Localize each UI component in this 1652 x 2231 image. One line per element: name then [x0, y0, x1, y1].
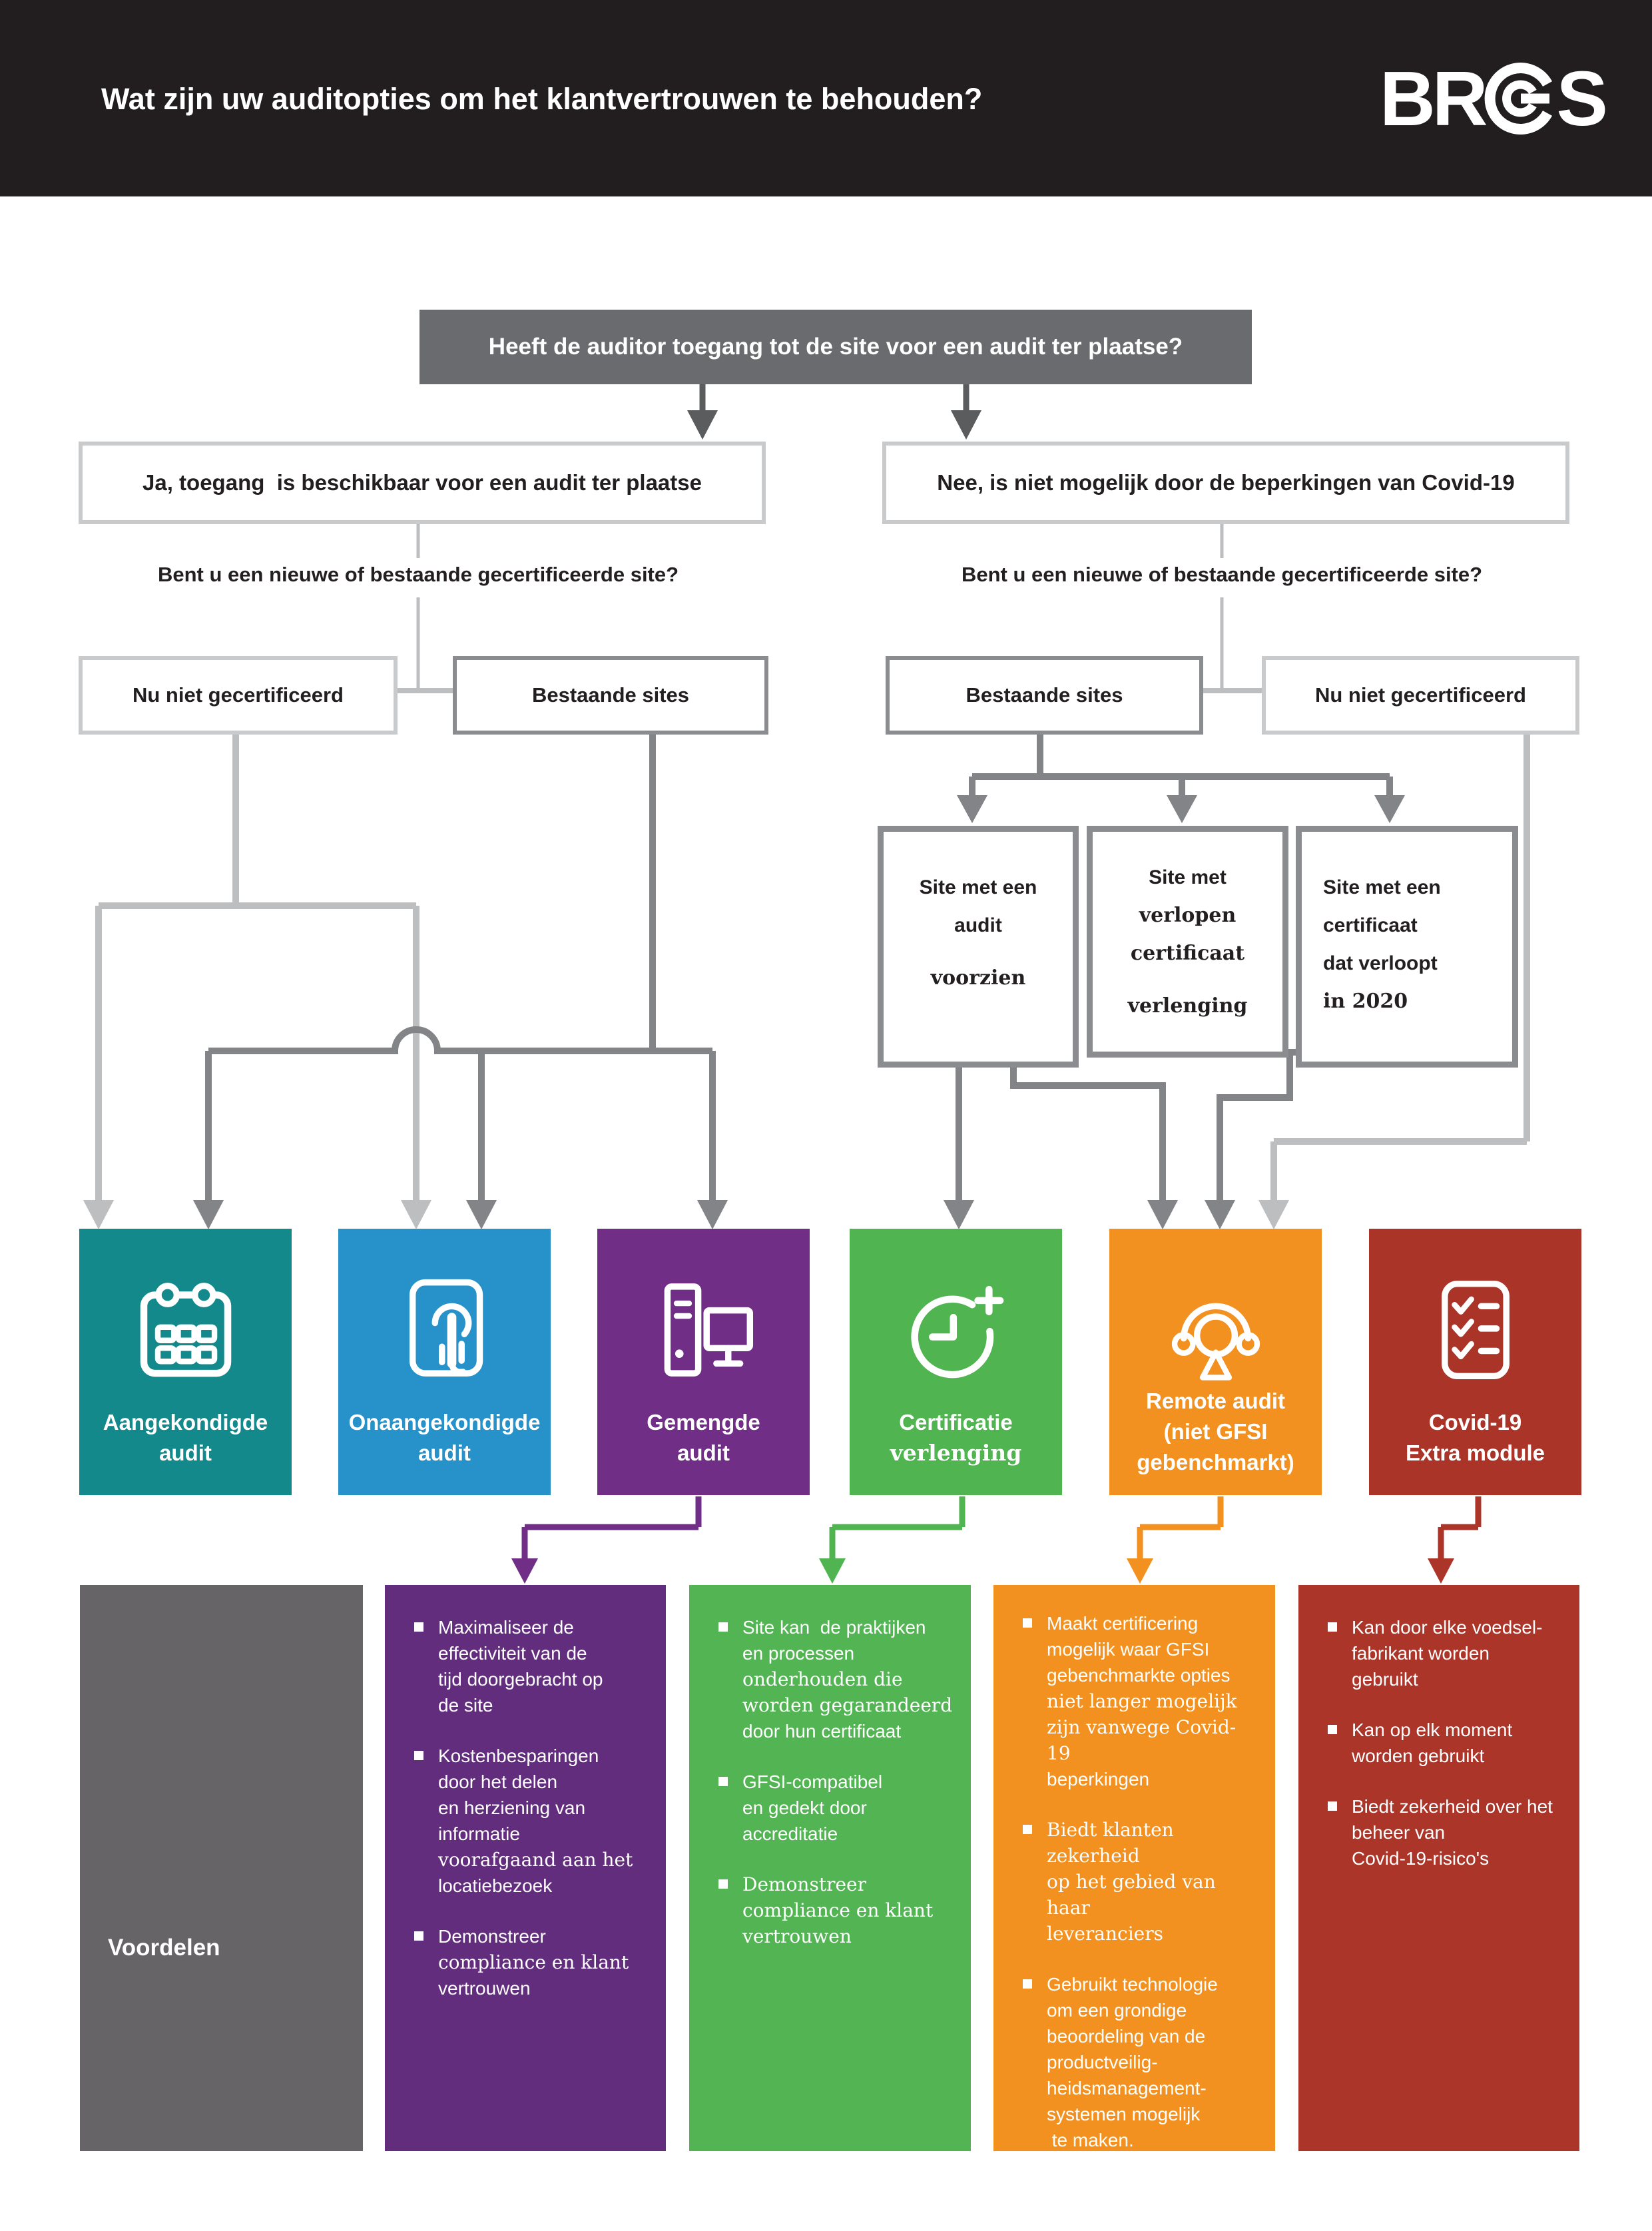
box-label: Bestaande sites [531, 683, 690, 707]
box-label: Nu niet gecertificeerd [1315, 683, 1526, 707]
brcgs-logo-right: S [1556, 55, 1605, 142]
bullet-square-icon [718, 1879, 728, 1889]
bullet-square-icon [1328, 1622, 1337, 1632]
bullet-square-icon [718, 1622, 728, 1632]
option-certificate-extension [850, 1229, 1062, 1495]
benefit-item: Biedt klanten zekerheid op het gebied van haar leveranciers [1023, 1817, 1258, 1947]
benefits-list [1328, 1614, 1562, 1896]
bullet-square-icon [414, 1751, 423, 1760]
brcgs-logo [1380, 53, 1605, 144]
option-label: Gemengde audit [647, 1410, 760, 1465]
bullet-square-icon [414, 1622, 423, 1632]
benefits-column-extension [689, 1585, 971, 2151]
option-label: Aangekondigde audit [103, 1410, 268, 1465]
benefit-item: Maakt certificering mogelijk waar GFSI gebenchmarkte opties niet langer mogelijk zijn vanwege Covid-19 beperkingen [1023, 1610, 1258, 1792]
bullet-square-icon [1023, 2186, 1032, 2195]
question-box-site-access [419, 310, 1252, 384]
clock-plus-icon [900, 1274, 1012, 1389]
page-title: Wat zijn uw auditopties om het klantvertrouwen te behouden? [101, 82, 983, 116]
option-label: Covid-19 Extra module [1405, 1410, 1545, 1465]
benefit-item: GFSI-compatibel en gedekt door accreditatie [718, 1769, 954, 1847]
benefits-list [1023, 1610, 1258, 2228]
benefit-item: Biedt zekerheid over het beheer van Covid-19-risico's [1328, 1793, 1562, 1871]
brcgs-g-bullseye-icon [1481, 59, 1561, 139]
option-label: Onaangekondigde audit [348, 1410, 541, 1465]
benefits-list [718, 1614, 954, 1974]
benefits-column-blended [385, 1585, 666, 2151]
bullet-square-icon [1328, 1801, 1337, 1811]
brcgs-logo-left: BR [1380, 55, 1485, 142]
benefits-label: Voordelen [108, 1935, 220, 1961]
benefits-list [414, 1614, 649, 2026]
benefit-item: Kan op elk moment worden gebruikt [1328, 1717, 1562, 1769]
bullet-square-icon [1023, 1979, 1032, 1989]
headset-icon [1160, 1274, 1272, 1389]
computer-icon [648, 1274, 760, 1389]
option-label: Certificatie verlenging [890, 1410, 1022, 1466]
touch-icon [389, 1274, 501, 1389]
option-announced-audit [79, 1229, 292, 1495]
bullet-square-icon [1023, 1825, 1032, 1834]
benefit-item: Gebruikt technologie om een grondige beoordeling van de productveilig- heidsmanagement- systemen mogelijk te maken. [1023, 1971, 1258, 2153]
answer-box-no [882, 442, 1569, 524]
benefits-column-covid [1298, 1585, 1579, 2151]
benefit-item: Site kan de praktijken en processen onderhouden die worden gegarandeerd door hun certificaat [718, 1614, 954, 1744]
box-site-expired-certificate: Site met verlopen certificaat verlenging [1087, 826, 1288, 1058]
question-text: Heeft de auditor toegang tot de site voor een audit ter plaatse? [488, 334, 1183, 360]
box-left-not-certified [79, 656, 398, 735]
benefit-item: Demonstreer compliance en klant vertrouwen [414, 1923, 649, 2001]
answer-box-yes [79, 442, 766, 524]
option-covid-module [1369, 1229, 1581, 1495]
benefit-item: Gedekt door accreditatie [1023, 2178, 1258, 2204]
benefits-column-remote [993, 1585, 1275, 2201]
box-site-certificate-expiring-2020: Site met een certificaat dat verloopt in 2020 [1296, 826, 1518, 1068]
box-site-audit-scheduled: Site met een audit voorzien [878, 826, 1079, 1068]
box-right-not-certified [1262, 656, 1579, 735]
bullet-square-icon [1023, 1618, 1032, 1628]
box-left-existing-sites [453, 656, 768, 735]
calendar-icon [130, 1274, 242, 1389]
bullet-square-icon [718, 1777, 728, 1786]
answer-no-text: Nee, is niet mogelijk door de beperkingen van Covid-19 [937, 470, 1515, 495]
answer-yes-text: Ja, toegang is beschikbaar voor een audit ter plaatse [142, 470, 702, 495]
benefit-item: Kostenbesparingen door het delen en herziening van informatie voorafgaand aan het locatiebezoek [414, 1743, 649, 1899]
benefit-item: Kan door elke voedsel- fabrikant worden gebruikt [1328, 1614, 1562, 1692]
bullet-square-icon [1328, 1725, 1337, 1734]
option-remote-audit [1109, 1229, 1322, 1495]
benefit-item: Maximaliseer de effectiviteit van de tijd doorgebracht op de site [414, 1614, 649, 1718]
option-blended-audit [597, 1229, 810, 1495]
option-unannounced-audit [338, 1229, 551, 1495]
subquestion-right: Bent u een nieuwe of bestaande gecertificeerde site? [961, 563, 1483, 586]
benefits-gray-box [80, 1585, 363, 2151]
box-label: Nu niet gecertificeerd [133, 683, 344, 707]
option-label: Remote audit (niet GFSI gebenchmarkt) [1137, 1389, 1294, 1474]
subquestion-left: Bent u een nieuwe of bestaande gecertificeerde site? [157, 563, 679, 586]
benefit-item: Demonstreer compliance en klant vertrouwen [718, 1871, 954, 1949]
box-label: Bestaande sites [965, 683, 1123, 707]
checklist-icon [1420, 1274, 1531, 1389]
box-right-existing-sites [886, 656, 1203, 735]
bullet-square-icon [414, 1931, 423, 1941]
